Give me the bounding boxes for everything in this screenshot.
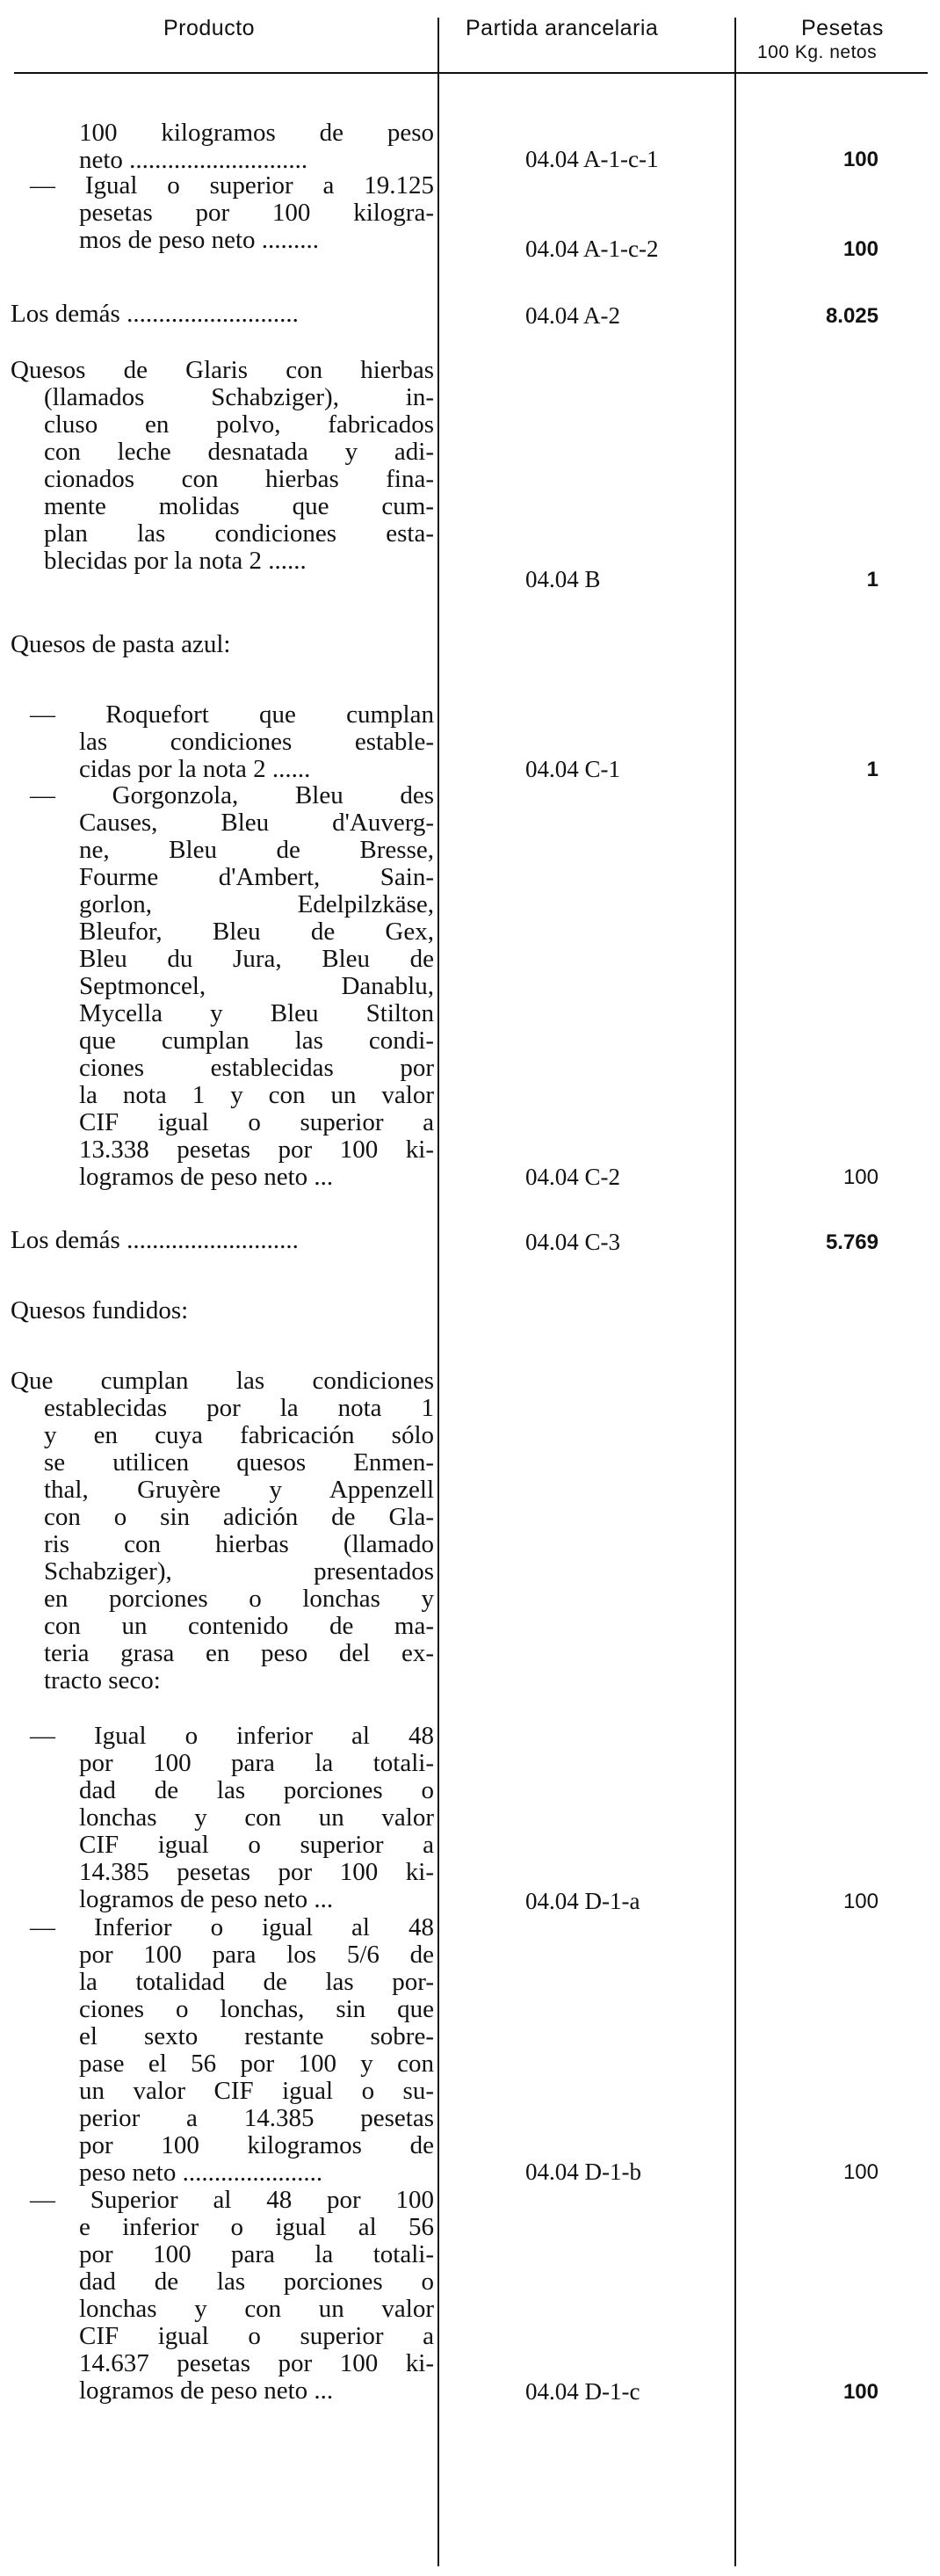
row-7-code: 04.04 C-3 [525,1229,620,1255]
row-9-line-5: con o sin adición de Gla- [44,1503,434,1531]
row-11-line-9: peso neto ...................... [79,2159,323,2187]
row-12-line-6: 14.637 pesetas por 100 ki- [79,2349,434,2377]
row-11-line-0: — Inferior o igual al 48 [30,1913,434,1941]
row-3-line-4: cionados con hierbas fina- [44,465,434,493]
row-5-code: 04.04 C-1 [525,756,620,782]
row-5-line-0: — Roquefort que cumplan [30,700,434,729]
row-2-line-0: Los demás ........................... [11,300,299,328]
row-4-line-0: Quesos de pasta azul: [11,630,231,658]
row-3-value: 1 [866,568,879,591]
row-10-line-2: dad de las porciones o [79,1776,434,1804]
row-6-line-0: — Gorgonzola, Bleu des [30,781,434,809]
row-6-line-11: la nota 1 y con un valor [79,1081,434,1109]
row-11-line-4: el sexto restante sobre- [79,2022,434,2050]
row-5-description [11,701,434,783]
row-1-code: 04.04 A-1-c-2 [525,236,659,262]
row-9-line-3: se utilicen quesos Enmen- [44,1448,434,1477]
row-11-line-2: la totalidad de las por- [79,1968,434,1996]
row-6-line-4: gorlon, Edelpilzkäse, [79,890,434,918]
header-producto: Producto [163,16,256,40]
row-9-line-7: Schabziger), presentados [44,1557,434,1586]
row-2-value: 8.025 [825,304,879,328]
row-8-line-0: Quesos fundidos: [11,1296,189,1324]
row-9-description [11,1368,434,1694]
row-6-line-1: Causes, Bleu d'Auverg- [79,809,434,837]
row-12-line-4: lonchas y con un valor [79,2295,434,2323]
row-6-description [11,782,434,1191]
row-2-description [11,301,434,328]
row-0-line-1: neto ............................ [79,146,308,174]
row-1-description [11,172,434,254]
row-3-description [11,357,434,575]
header-pesetas: Pesetas [801,16,884,40]
row-12-line-3: dad de las porciones o [79,2268,434,2296]
row-10-line-4: CIF igual o superior a [79,1831,434,1859]
row-6-line-7: Septmoncel, Danablu, [79,972,434,1000]
header-partida: Partida arancelaria [466,16,659,40]
header-rule [14,72,928,74]
row-11-line-3: ciones o lonchas, sin que [79,1995,434,2023]
row-10-line-6: logramos de peso neto ... [79,1885,334,1913]
row-12-line-0: — Superior al 48 por 100 [30,2186,434,2214]
column-divider-2 [734,18,736,2566]
row-4-description [11,631,434,658]
row-3-line-3: con leche desnatada y adi- [44,438,434,466]
row-6-line-14: logramos de peso neto ... [79,1163,334,1191]
row-11-line-5: pase el 56 por 100 y con [79,2050,434,2078]
row-1-line-1: pesetas por 100 kilogra- [79,199,434,227]
row-6-line-12: CIF igual o superior a [79,1108,434,1136]
row-10-code: 04.04 D-1-a [525,1888,640,1914]
row-6-line-2: ne, Bleu de Bresse, [79,836,434,864]
row-11-line-7: perior a 14.385 pesetas [79,2104,434,2132]
row-3-line-2: cluso en polvo, fabricados [44,410,434,439]
row-10-value: 100 [842,1890,879,1913]
row-5-value: 1 [866,758,879,781]
row-12-line-7: logramos de peso neto ... [79,2376,334,2405]
row-12-line-1: e inferior o igual al 56 [79,2213,434,2241]
row-9-line-9: con un contenido de ma- [44,1612,434,1640]
row-9-line-0: Que cumplan las condiciones [11,1367,434,1395]
row-12-line-5: CIF igual o superior a [79,2322,434,2350]
row-3-line-5: mente molidas que cum- [44,492,434,520]
row-9-line-2: y en cuya fabricación sólo [44,1421,434,1449]
row-6-line-5: Bleufor, Bleu de Gex, [79,918,434,946]
row-3-line-6: plan las condiciones esta- [44,519,434,548]
row-11-code: 04.04 D-1-b [525,2159,641,2185]
row-0-code: 04.04 A-1-c-1 [525,146,659,172]
row-10-line-1: por 100 para la totali- [79,1749,434,1777]
row-9-line-11: tracto seco: [44,1666,161,1694]
row-6-line-10: ciones establecidas por [79,1054,434,1082]
row-8-description [11,1297,434,1324]
row-3-line-7: blecidas por la nota 2 ...... [44,547,307,575]
row-10-line-3: lonchas y con un valor [79,1803,434,1832]
row-10-line-5: 14.385 pesetas por 100 ki- [79,1858,434,1886]
row-3-line-1: (llamados Schabziger), in- [44,383,434,411]
row-11-line-8: por 100 kilogramos de [79,2131,434,2159]
row-1-line-0: — Igual o superior a 19.125 [30,171,434,200]
row-2-code: 04.04 A-2 [525,302,620,329]
row-3-line-0: Quesos de Glaris con hierbas [11,356,434,384]
header-pesetas-sub: 100 Kg. netos [757,42,878,62]
row-9-line-8: en porciones o lonchas y [44,1585,434,1613]
row-1-line-2: mos de peso neto ......... [79,226,320,254]
row-6-code: 04.04 C-2 [525,1164,620,1190]
row-6-line-13: 13.338 pesetas por 100 ki- [79,1136,434,1164]
row-7-description [11,1227,434,1254]
row-11-line-1: por 100 para los 5/6 de [79,1941,434,1969]
row-6-value: 100 [842,1165,879,1189]
row-0-description [11,120,434,174]
row-11-description [11,1914,434,2187]
row-12-description [11,2187,434,2405]
row-7-value: 5.769 [825,1230,879,1254]
column-divider-1 [437,18,439,2566]
row-7-line-0: Los demás ........................... [11,1226,299,1254]
row-0-value: 100 [842,148,879,171]
row-9-line-10: teria grasa en peso del ex- [44,1639,434,1667]
row-9-line-1: establecidas por la nota 1 [44,1394,434,1422]
row-0-line-0: 100 kilogramos de peso [79,119,434,147]
row-11-value: 100 [842,2160,879,2184]
row-11-line-6: un valor CIF igual o su- [79,2077,434,2105]
row-12-value: 100 [842,2380,879,2404]
row-9-line-6: ris con hierbas (llamado [44,1530,434,1558]
row-5-line-1: las condiciones estable- [79,728,434,756]
row-6-line-6: Bleu du Jura, Bleu de [79,945,434,973]
row-10-description [11,1723,434,1913]
row-9-line-4: thal, Gruyère y Appenzell [44,1476,434,1504]
row-12-code: 04.04 D-1-c [525,2378,640,2405]
row-10-line-0: — Igual o inferior al 48 [30,1722,434,1750]
row-6-line-3: Fourme d'Ambert, Sain- [79,863,434,891]
row-12-line-2: por 100 para la totali- [79,2240,434,2268]
row-6-line-8: Mycella y Bleu Stilton [79,999,434,1027]
row-1-value: 100 [842,237,879,261]
row-6-line-9: que cumplan las condi- [79,1027,434,1055]
row-5-line-2: cidas por la nota 2 ...... [79,755,311,783]
row-3-code: 04.04 B [525,566,601,592]
